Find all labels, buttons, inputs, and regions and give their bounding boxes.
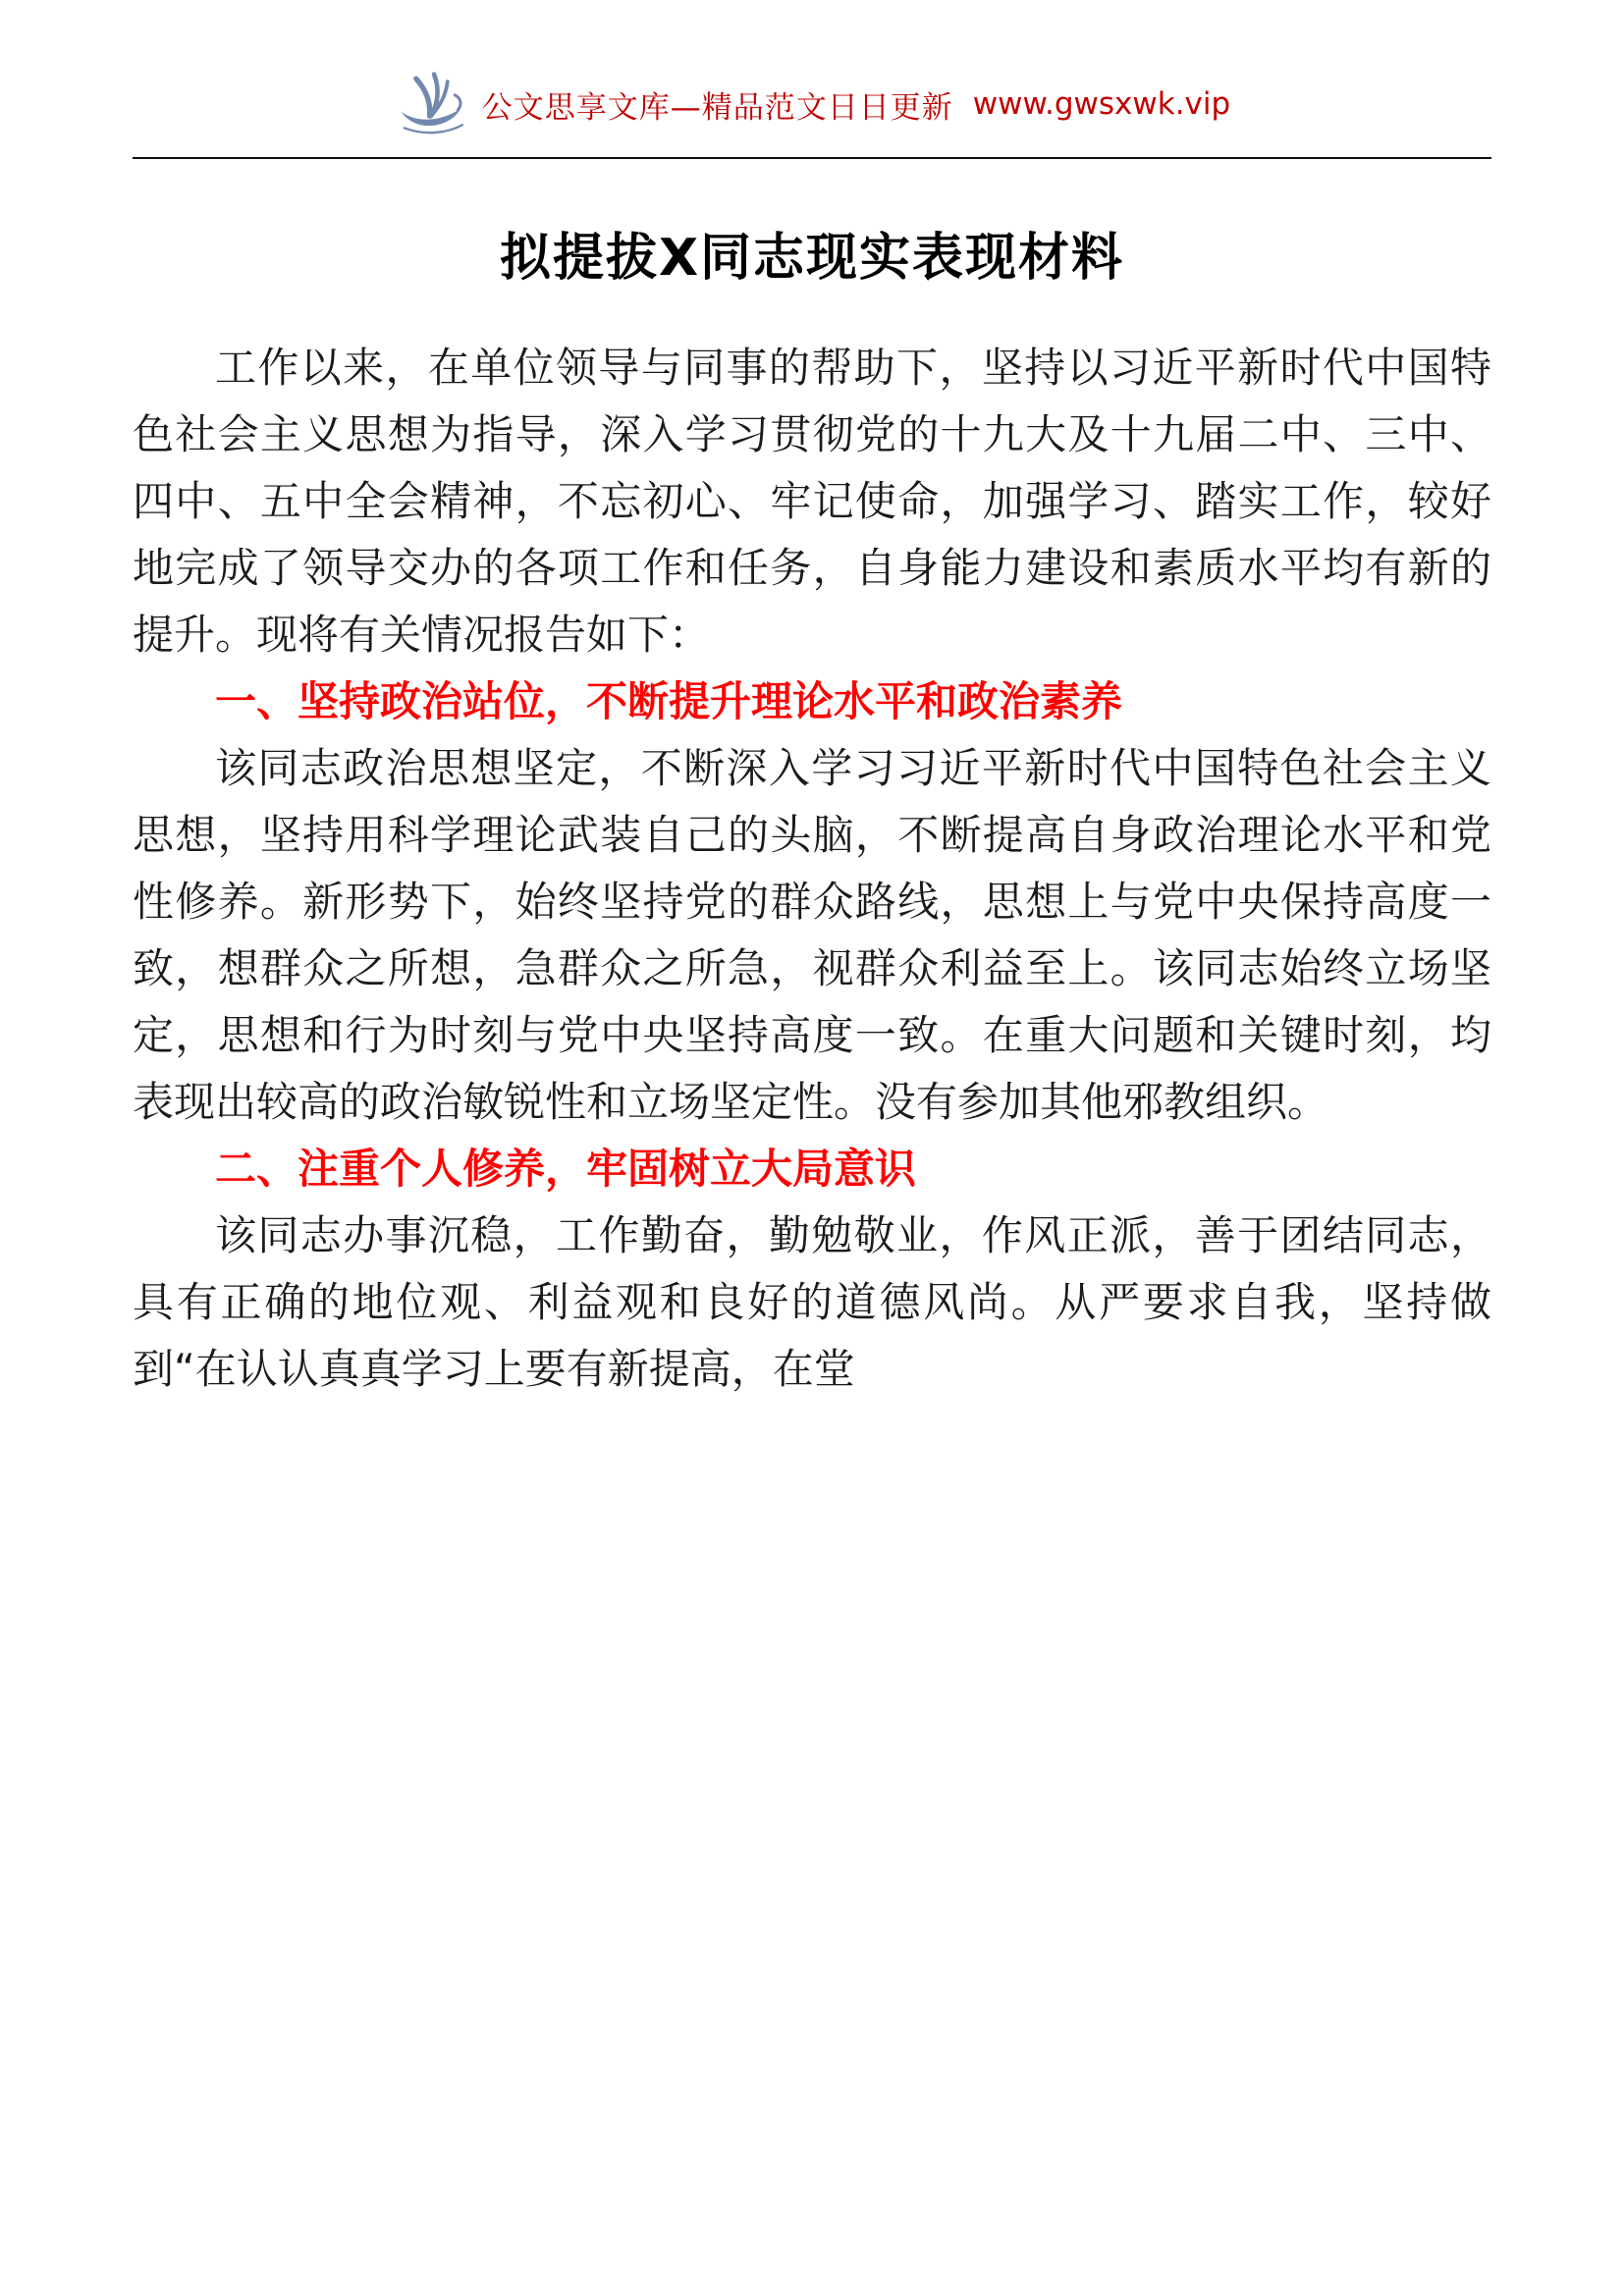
body-paragraph-1: 工作以来，在单位领导与同事的帮助下，坚持以习近平新时代中国特色社会主义思想为指导，深入学习贯彻党的十九大及十九届二中、三中、四中、五中全会精神，不忘初心、牢记使命，加强学习、踏实工作，较好地完成了领导交办的各项工作和任务，自身能力建设和素质水平均有新的提升。现将有关情况报告如下： xyxy=(133,344,1491,660)
body-paragraph-3: 该同志办事沉稳，工作勤奋，勤勉敬业，作风正派，善于团结同志，具有正确的地位观、利益观和良好的道德风尚。从严要求自我，坚持做到“在认认真真学习上要有新提高，在堂 xyxy=(133,1211,1491,1394)
page-header xyxy=(133,0,1491,159)
body-paragraph-2: 该同志政治思想坚定，不断深入学习习近平新时代中国特色社会主义思想，坚持用科学理论武装自己的头脑，不断提高自身政治理论水平和党性修养。新形势下，始终坚持党的群众路线，思想上与党中央保持高度一致，想群众之所想，急群众之所急，视群众利益至上。该同志始终立场坚定，思想和行为时刻与党中央坚持高度一致。在重大问题和关键时刻，均表现出较高的政治敏锐性和立场坚定性。没有参加其他邪教组织。 xyxy=(133,744,1491,1127)
document-title: 拟提拔X同志现实表现材料 xyxy=(499,229,1125,288)
brand-text: 公文思享文库—精品范文日日更新 xyxy=(481,89,953,126)
header-divider xyxy=(133,157,1491,159)
section-heading-2: 二、注重个人修养，牢固树立大局意识 xyxy=(215,1145,917,1194)
section-heading-1: 一、坚持政治站位，不断提升理论水平和政治素养 xyxy=(215,677,1123,726)
swan-calligraphy-icon xyxy=(394,67,468,141)
brand xyxy=(133,67,1491,141)
document-body xyxy=(133,216,1491,1404)
brand-url: www.gwsxwk.vip xyxy=(972,86,1231,122)
document-content xyxy=(133,335,1491,1404)
